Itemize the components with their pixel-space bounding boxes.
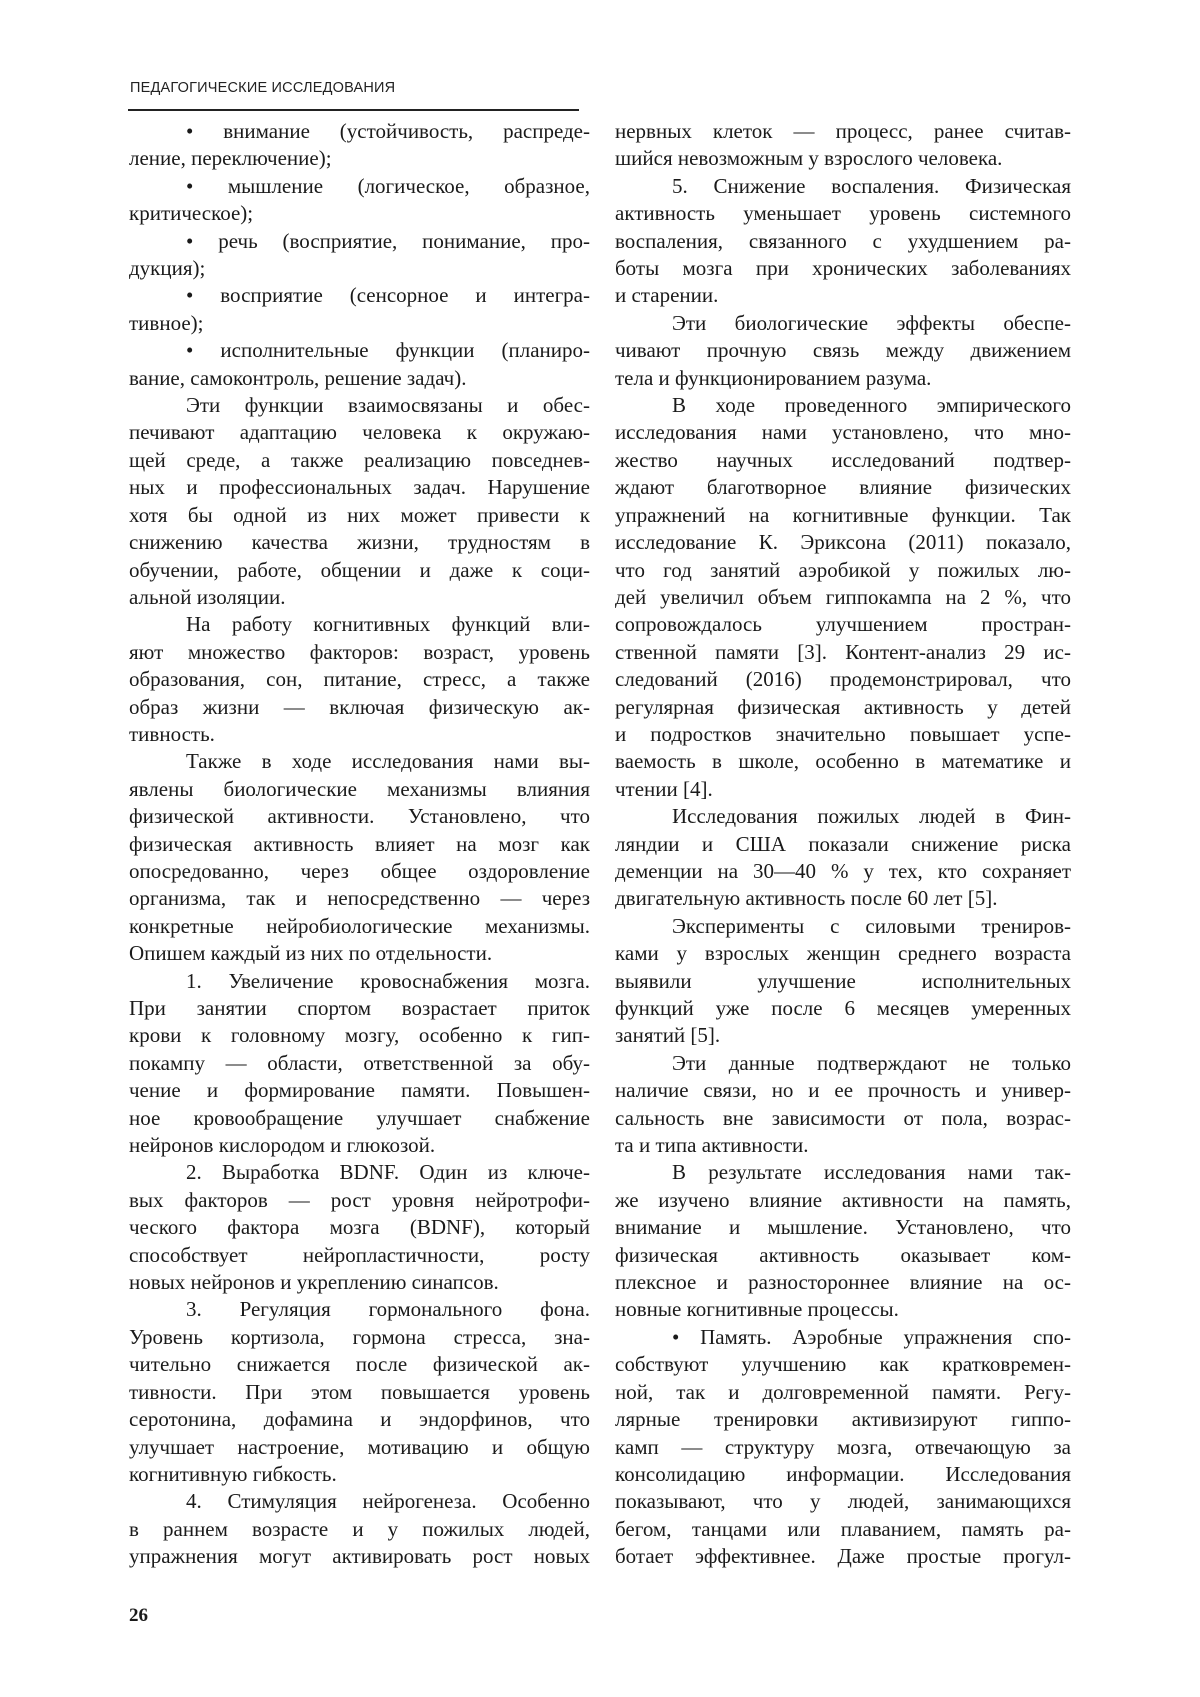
- text-line: упражнения могут активировать рост новых: [129, 1543, 590, 1570]
- text-line: Эти функции взаимосвязаны и обес-: [129, 392, 590, 419]
- paragraph: [615, 310, 1071, 392]
- text-line: серотонина, дофамина и эндорфинов, что: [129, 1406, 590, 1433]
- text-line: камп — структуру мозга, отвечающую за: [615, 1434, 1071, 1461]
- text-line: обучении, работе, общении и даже к соци-: [129, 557, 590, 584]
- text-line: крови к головному мозгу, особенно к гип-: [129, 1022, 590, 1049]
- text-line: новых нейронов и укреплению синапсов.: [129, 1269, 590, 1296]
- paragraph: [129, 611, 590, 748]
- paragraph: [615, 803, 1071, 913]
- text-line: вых факторов — рост уровня нейротрофи-: [129, 1187, 590, 1214]
- text-line: В результате исследования нами так-: [615, 1159, 1071, 1186]
- text-line: тивность.: [129, 721, 590, 748]
- text-line: яют множество факторов: возраст, уровень: [129, 639, 590, 666]
- text-line: Эти данные подтверждают не только: [615, 1050, 1071, 1077]
- paragraph: [129, 968, 590, 1160]
- text-line: внимание и мышление. Установлено, что: [615, 1214, 1071, 1241]
- text-line: физической активности. Установлено, что: [129, 803, 590, 830]
- paragraph: [129, 282, 590, 337]
- text-line: сопровождалось улучшением простран-: [615, 611, 1071, 638]
- paragraph: [129, 1159, 590, 1296]
- paragraph: [129, 228, 590, 283]
- text-line: деменции на 30—40 % у тех, кто сохраняет: [615, 858, 1071, 885]
- text-line: улучшает настроение, мотивацию и общую: [129, 1434, 590, 1461]
- text-line: снижению качества жизни, трудностям в: [129, 529, 590, 556]
- text-line: 2. Выработка BDNF. Один из ключе-: [129, 1159, 590, 1186]
- text-line: нервных клеток — процесс, ранее считав-: [615, 118, 1071, 145]
- text-line: дей увеличил объем гиппокампа на 2 %, что: [615, 584, 1071, 611]
- page-number: 26: [129, 1605, 148, 1627]
- text-line: двигательную активность после 60 лет [5].: [615, 885, 1071, 912]
- text-line: же изучено влияние активности на память,: [615, 1187, 1071, 1214]
- text-line: явлены биологические механизмы влияния: [129, 776, 590, 803]
- text-line: ляндии и США показали снижение риска: [615, 831, 1071, 858]
- text-line: Эти биологические эффекты обеспе-: [615, 310, 1071, 337]
- header-rule: [128, 109, 579, 111]
- text-line: ботает эффективнее. Даже простые прогул-: [615, 1543, 1071, 1570]
- text-line: и старении.: [615, 282, 1071, 309]
- paragraph: [615, 392, 1071, 803]
- text-line: чительно снижается после физической ак-: [129, 1351, 590, 1378]
- paragraph: [129, 392, 590, 611]
- text-line: • внимание (устойчивость, распреде-: [129, 118, 590, 145]
- text-line: Опишем каждый из них по отдельности.: [129, 940, 590, 967]
- paragraph: [615, 1324, 1071, 1571]
- text-line: лярные тренировки активизируют гиппо-: [615, 1406, 1071, 1433]
- text-line: выявили улучшение исполнительных: [615, 968, 1071, 995]
- text-line: ление, переключение);: [129, 145, 590, 172]
- text-line: та и типа активности.: [615, 1132, 1071, 1159]
- text-line: ственной памяти [3]. Контент-анализ 29 ис-: [615, 639, 1071, 666]
- paragraph: [615, 1050, 1071, 1160]
- paragraph: [615, 913, 1071, 1050]
- text-line: Также в ходе исследования нами вы-: [129, 748, 590, 775]
- text-line: покампу — области, ответственной за обу-: [129, 1050, 590, 1077]
- text-line: наличие связи, но и ее прочность и универ-: [615, 1077, 1071, 1104]
- text-line: • восприятие (сенсорное и интегра-: [129, 282, 590, 309]
- text-line: • мышление (логическое, образное,: [129, 173, 590, 200]
- paragraph: [129, 173, 590, 228]
- text-line: нейронов кислородом и глюкозой.: [129, 1132, 590, 1159]
- text-line: конкретные нейробиологические механизмы.: [129, 913, 590, 940]
- text-line: 1. Увеличение кровоснабжения мозга.: [129, 968, 590, 995]
- text-line: когнитивную гибкость.: [129, 1461, 590, 1488]
- text-line: печивают адаптацию человека к окружаю-: [129, 419, 590, 446]
- text-line: следований (2016) продемонстрировал, что: [615, 666, 1071, 693]
- text-line: боты мозга при хронических заболеваниях: [615, 255, 1071, 282]
- paragraph: [615, 173, 1071, 310]
- text-line: консолидацию информации. Исследования: [615, 1461, 1071, 1488]
- text-line: критическое);: [129, 200, 590, 227]
- text-line: 5. Снижение воспаления. Физическая: [615, 173, 1071, 200]
- text-line: и подростков значительно повышает успе-: [615, 721, 1071, 748]
- text-line: хотя бы одной из них может привести к: [129, 502, 590, 529]
- text-line: Исследования пожилых людей в Фин-: [615, 803, 1071, 830]
- text-line: способствует нейропластичности, росту: [129, 1242, 590, 1269]
- text-line: чивают прочную связь между движением: [615, 337, 1071, 364]
- text-line: в раннем возрасте и у пожилых людей,: [129, 1516, 590, 1543]
- text-line: исследования нами установлено, что мно-: [615, 419, 1071, 446]
- text-line: сальность вне зависимости от пола, возрас-: [615, 1105, 1071, 1132]
- paragraph: [129, 337, 590, 392]
- text-line: щей среде, а также реализацию повседнев-: [129, 447, 590, 474]
- text-line: ных и профессиональных задач. Нарушение: [129, 474, 590, 501]
- text-line: тивности. При этом повышается уровень: [129, 1379, 590, 1406]
- text-line: организма, так и непосредственно — через: [129, 885, 590, 912]
- text-line: жество научных исследований подтвер-: [615, 447, 1071, 474]
- paragraph: [129, 118, 590, 173]
- text-line: тела и функционированием разума.: [615, 365, 1071, 392]
- text-line: 3. Регуляция гормонального фона.: [129, 1296, 590, 1323]
- text-line: При занятии спортом возрастает приток: [129, 995, 590, 1022]
- text-line: ками у взрослых женщин среднего возраста: [615, 940, 1071, 967]
- text-line: бегом, танцами или плаванием, память ра-: [615, 1516, 1071, 1543]
- paragraph: [129, 1296, 590, 1488]
- paragraph: [615, 1159, 1071, 1323]
- text-line: активность уменьшает уровень системного: [615, 200, 1071, 227]
- text-line: регулярная физическая активность у детей: [615, 694, 1071, 721]
- text-line: • исполнительные функции (планиро-: [129, 337, 590, 364]
- text-line: • Память. Аэробные упражнения спо-: [615, 1324, 1071, 1351]
- text-line: воспаления, связанного с ухудшением ра-: [615, 228, 1071, 255]
- text-line: В ходе проведенного эмпирического: [615, 392, 1071, 419]
- paragraph: [129, 1488, 590, 1570]
- text-line: дукция);: [129, 255, 590, 282]
- text-line: собствуют улучшению как кратковремен-: [615, 1351, 1071, 1378]
- text-line: плексное и разностороннее влияние на ос-: [615, 1269, 1071, 1296]
- text-line: На работу когнитивных функций вли-: [129, 611, 590, 638]
- text-line: функций уже после 6 месяцев умеренных: [615, 995, 1071, 1022]
- text-line: показывают, что у людей, занимающихся: [615, 1488, 1071, 1515]
- text-line: физическая активность влияет на мозг как: [129, 831, 590, 858]
- text-line: ждают благотворное влияние физических: [615, 474, 1071, 501]
- text-line: тивное);: [129, 310, 590, 337]
- text-line: образования, сон, питание, стресс, а также: [129, 666, 590, 693]
- text-line: Эксперименты с силовыми трениров-: [615, 913, 1071, 940]
- text-line: чение и формирование памяти. Повышен-: [129, 1077, 590, 1104]
- text-line: Уровень кортизола, гормона стресса, зна-: [129, 1324, 590, 1351]
- text-line: занятий [5].: [615, 1022, 1071, 1049]
- text-line: чтении [4].: [615, 776, 1071, 803]
- text-line: опосредованно, через общее оздоровление: [129, 858, 590, 885]
- text-line: 4. Стимуляция нейрогенеза. Особенно: [129, 1488, 590, 1515]
- right-column: [615, 118, 1071, 1571]
- running-head: ПЕДАГОГИЧЕСКИЕ ИССЛЕДОВАНИЯ: [130, 80, 395, 96]
- text-line: что год занятий аэробикой у пожилых лю-: [615, 557, 1071, 584]
- paragraph: [129, 748, 590, 967]
- text-line: ной, так и долговременной памяти. Регу-: [615, 1379, 1071, 1406]
- text-line: ваемость в школе, особенно в математике и: [615, 748, 1071, 775]
- text-line: альной изоляции.: [129, 584, 590, 611]
- text-line: ческого фактора мозга (BDNF), который: [129, 1214, 590, 1241]
- text-line: исследование К. Эриксона (2011) показало,: [615, 529, 1071, 556]
- text-line: образ жизни — включая физическую ак-: [129, 694, 590, 721]
- text-line: физическая активность оказывает ком-: [615, 1242, 1071, 1269]
- left-column: [129, 118, 590, 1571]
- text-line: ное кровообращение улучшает снабжение: [129, 1105, 590, 1132]
- paragraph: [615, 118, 1071, 173]
- text-line: • речь (восприятие, понимание, про-: [129, 228, 590, 255]
- text-line: упражнений на когнитивные функции. Так: [615, 502, 1071, 529]
- text-line: новные когнитивные процессы.: [615, 1296, 1071, 1323]
- text-line: вание, самоконтроль, решение задач).: [129, 365, 590, 392]
- text-line: шийся невозможным у взрослого человека.: [615, 145, 1071, 172]
